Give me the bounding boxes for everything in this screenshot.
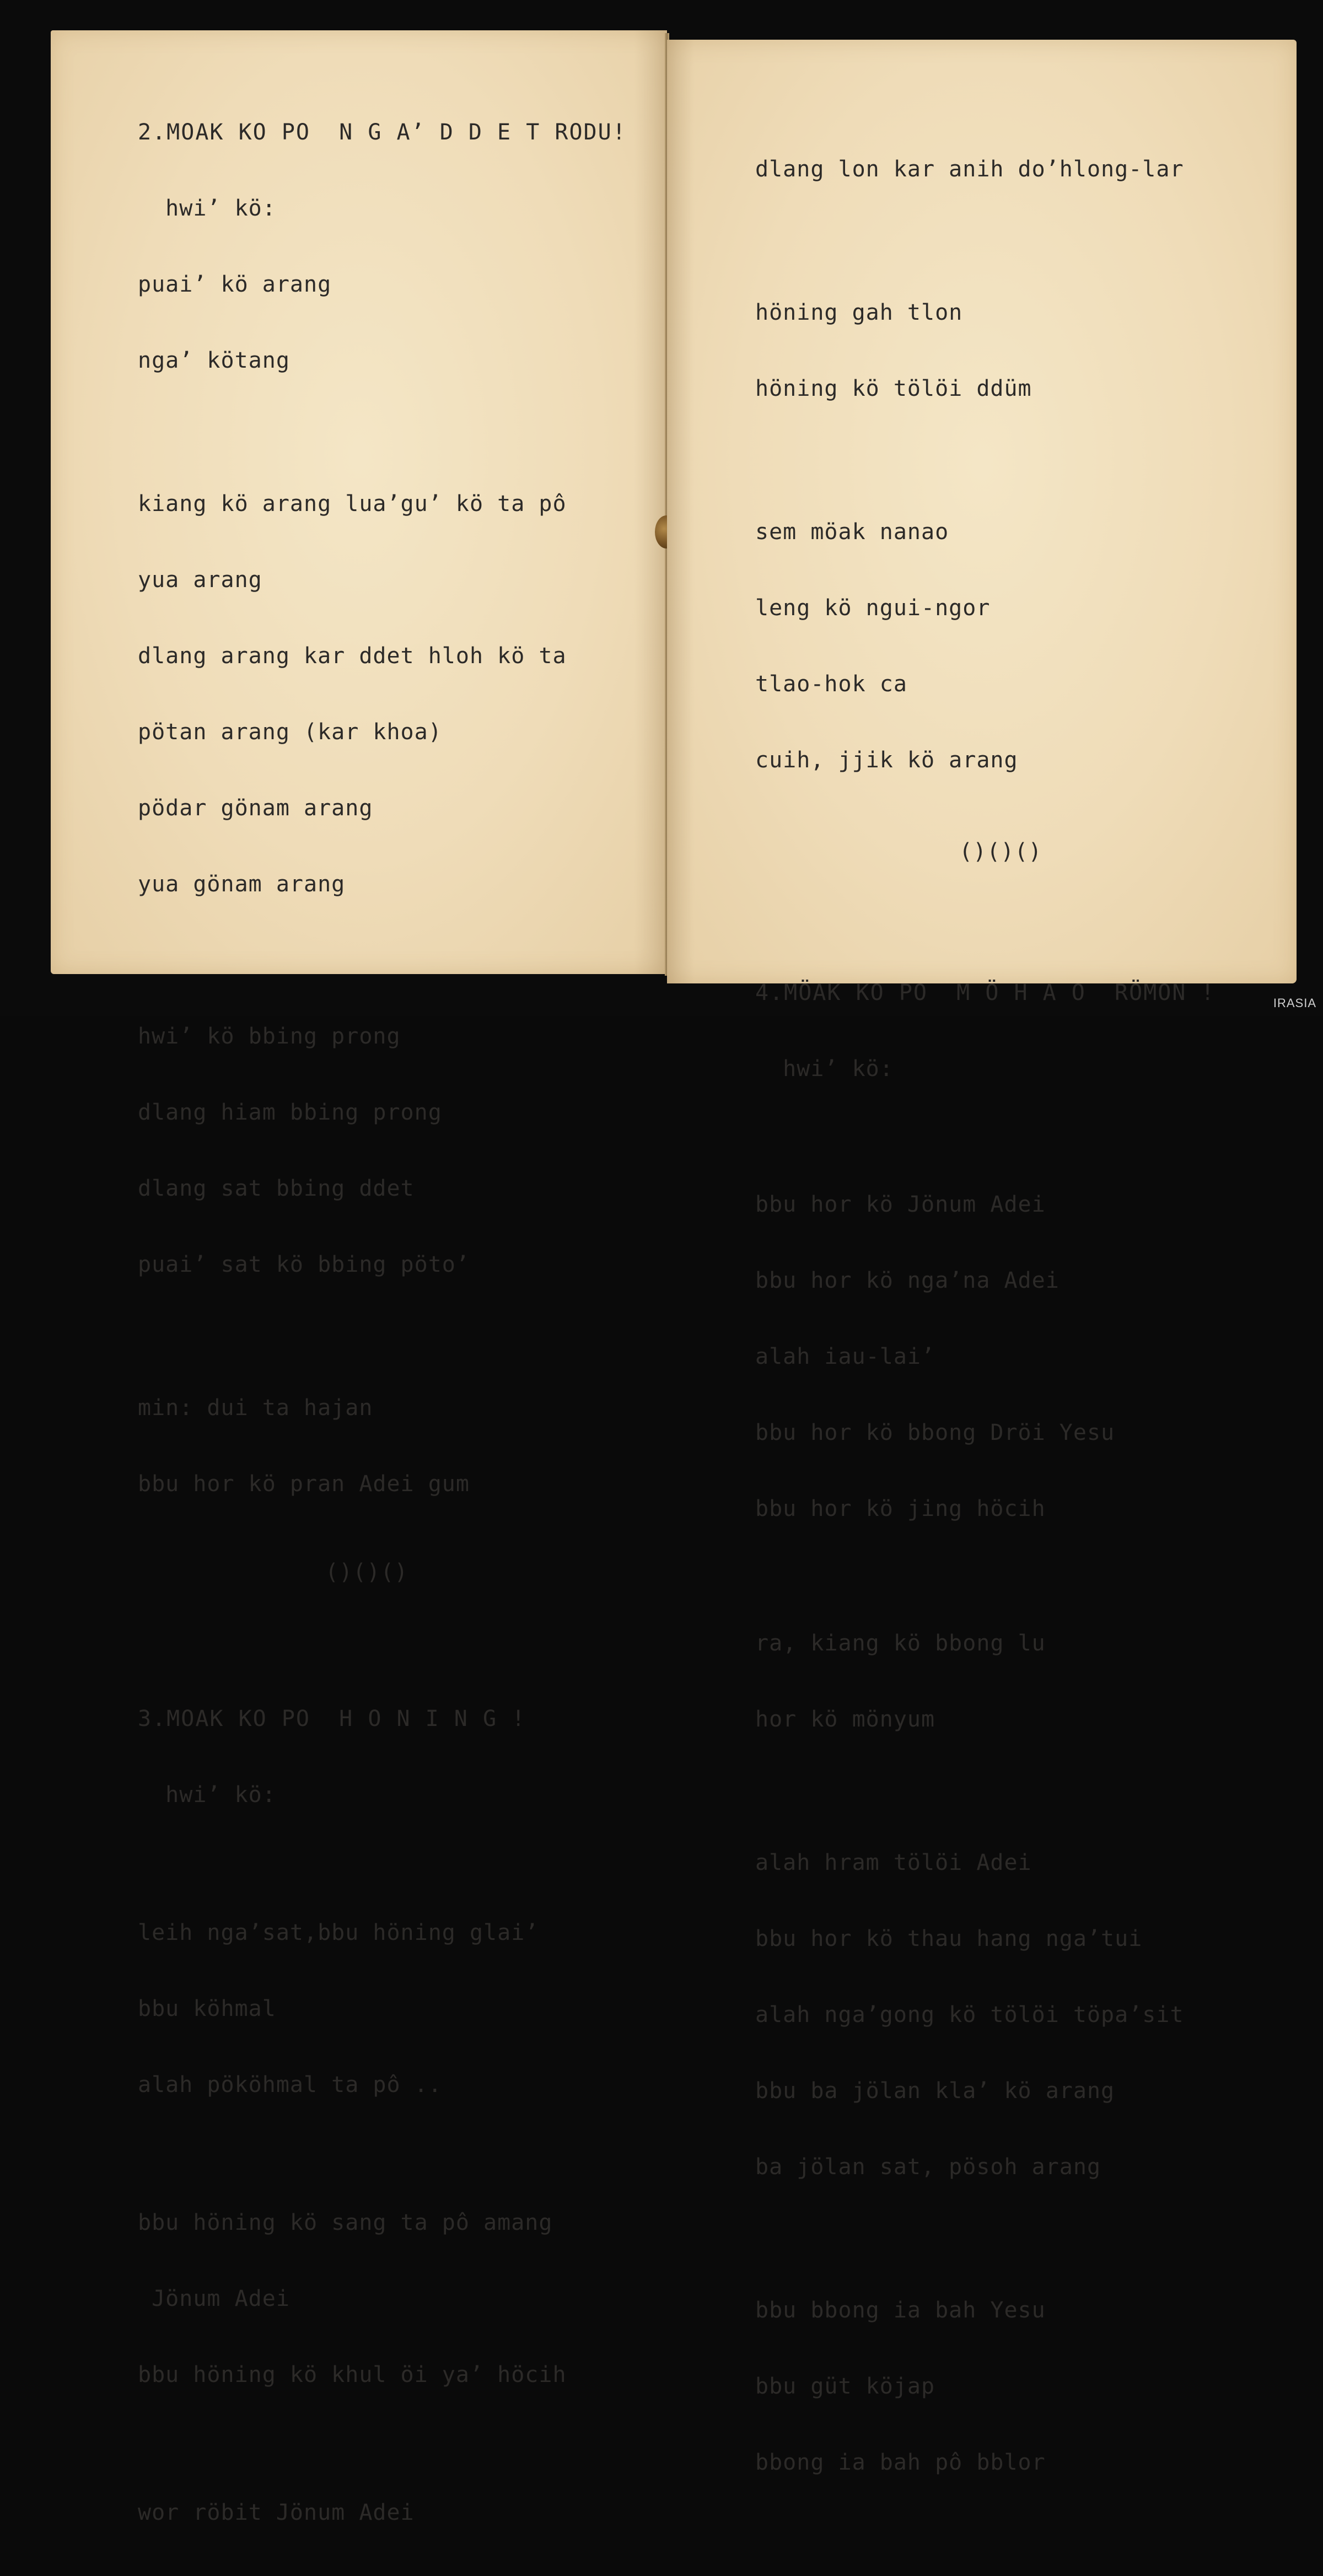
text-line: bbu höning kö khul öi ya’ höcih — [138, 2362, 567, 2387]
text-line: Jönum Adei — [138, 2286, 290, 2311]
left-page — [51, 30, 667, 2525]
text-line: bbu hor kö nga’na Adei — [755, 1268, 1060, 1293]
text-line: wor röbit Jönum Adei — [138, 2500, 415, 2525]
hymn-2-heading: 2.MOAK KO PO N G A’ D D E T RODU! — [138, 120, 627, 145]
text-line: leih nga’sat,bbu höning glai’ — [138, 1920, 539, 1945]
text-line: puai’ kö arang — [138, 272, 332, 297]
text-line: bbu hor kö bbong Dröi Yesu — [755, 1420, 1115, 1445]
hymn-2-hwi: hwi’ kö: — [138, 196, 276, 221]
hymn-4-heading: 4.MÖAK KO PO M Ö H A O RÖMON ! — [755, 980, 1216, 1005]
text-line: höning kö tölöi ddüm — [755, 376, 1032, 401]
hymn-4-hwi: hwi’ kö: — [755, 1056, 894, 1082]
text-line: puai’ sat kö bbing pöto’ — [138, 1252, 470, 1277]
ornament-divider: ()()() — [325, 1559, 408, 1585]
text-line: dlang sat bbing ddet — [138, 1176, 415, 1201]
text-line: bbu köhmal — [138, 1996, 276, 2021]
text-line: bbu hor kö Jönum Adei — [755, 1192, 1046, 1217]
text-line: bbu hor kö thau hang nga’tui — [755, 1926, 1143, 1951]
text-line: pödar gönam arang — [138, 795, 373, 821]
hymn-3-hwi: hwi’ kö: — [138, 1782, 276, 1808]
archive-watermark: IRASIA — [1273, 996, 1316, 1010]
text-line: dlang arang kar ddet hloh kö ta — [138, 643, 567, 669]
text-line: pötan arang (kar khoa) — [138, 719, 442, 745]
text-line: sem möak nanao — [755, 519, 949, 545]
text-line: kiang kö arang lua’gu’ kö ta pô — [138, 491, 567, 517]
text-line: ba jölan sat, pösoh arang — [755, 2154, 1101, 2180]
text-line: bbu bbong ia bah Yesu — [755, 2298, 1046, 2323]
text-line: bbu hor kö jing höcih — [755, 1496, 1046, 1521]
ornament-divider: ()()() — [959, 839, 1042, 864]
text-line: yua arang — [138, 567, 262, 593]
text-line: alah pököhmal ta pô .. — [138, 2072, 442, 2098]
text-line: dlang hiam bbing prong — [138, 1100, 442, 1125]
text-line: hwi’ kö bbing prong — [138, 1024, 401, 1049]
text-line: alah iau-lai’ — [755, 1344, 935, 1369]
text-line: bbu hor kö pran Adei gum — [138, 1471, 470, 1497]
right-page-text — [755, 106, 1216, 2526]
text-line: leng kö ngui-ngor — [755, 595, 991, 621]
left-page-text — [138, 69, 627, 2576]
text-line: bbu ba jölan kla’ kö arang — [755, 2078, 1115, 2104]
hymn-3-heading: 3.MOAK KO PO H O N I N G ! — [138, 1706, 526, 1731]
text-line: höning gah tlon — [755, 300, 963, 325]
text-line: cuih, jjik kö arang — [755, 747, 1018, 773]
text-line: yua gönam arang — [138, 872, 346, 897]
text-line: alah nga’gong kö tölöi töpa’sit — [755, 2002, 1184, 2028]
text-line: tlao-hok ca — [755, 671, 907, 697]
text-line: alah hram tölöi Adei — [755, 1850, 1032, 1875]
text-line: nga’ kötang — [138, 348, 290, 373]
text-line: bbu güt köjap — [755, 2374, 935, 2399]
text-line: dlang lon kar anih do’hlong-lar — [755, 157, 1184, 182]
text-line: ra, kiang kö bbong lu — [755, 1631, 1046, 1656]
text-line: hor kö mönyum — [755, 1707, 935, 1732]
text-line: min: dui ta hajan — [138, 1395, 373, 1421]
text-line: bbu höning kö sang ta pô amang — [138, 2210, 553, 2235]
text-line: bbong ia bah pô bblor — [755, 2450, 1046, 2475]
